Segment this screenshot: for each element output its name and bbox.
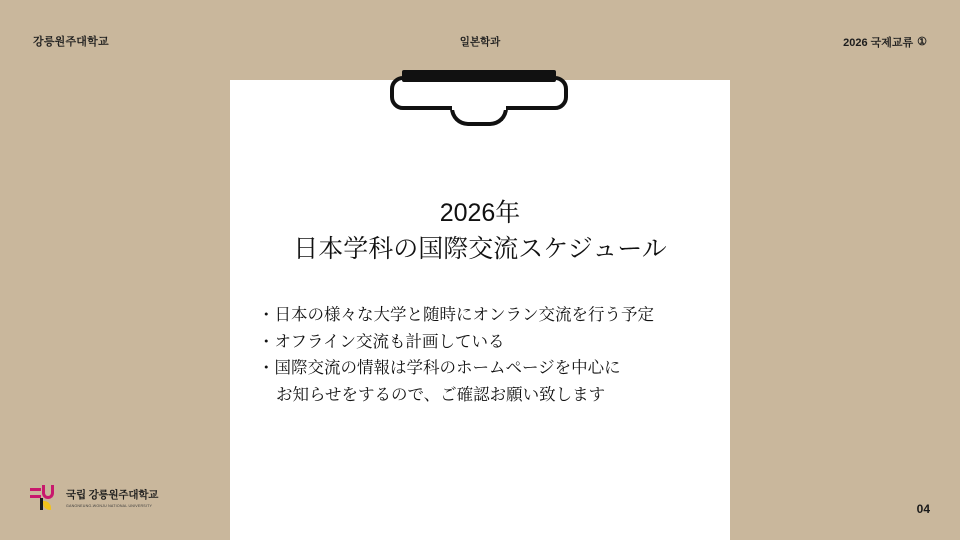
- list-item: ・国際交流の情報は学科のホームページを中心に: [258, 359, 621, 378]
- header-topic: [843, 34, 927, 50]
- logo-leaf: [43, 501, 51, 510]
- clip-tab-mask: [452, 104, 506, 110]
- logo-bar-upper: [30, 488, 41, 491]
- page-number: 04: [916, 502, 930, 516]
- logo-wordmark: [66, 487, 158, 508]
- bullet-list: [258, 302, 728, 409]
- page-title: [230, 196, 730, 267]
- title-line-subject: 日本学科の国際交流スケジュール: [293, 234, 667, 263]
- logo-text-english: GANGNEUNG-WONJU NATIONAL UNIVERSITY: [66, 503, 153, 508]
- logo-text-korean: 국립 강릉원주대학교: [66, 488, 159, 501]
- university-logo: [28, 482, 158, 512]
- logo-u-shape: [42, 485, 54, 499]
- header-university-name: 강릉원주대학교: [33, 36, 109, 48]
- clip-bar: [402, 70, 556, 82]
- clip-tab: [450, 108, 508, 126]
- header-department-name: 일본학과: [459, 36, 501, 48]
- list-item: ・日本の様々な大学と随時にオンラン交流を行う予定: [258, 306, 654, 324]
- circled-number-icon: ①: [917, 35, 927, 48]
- logo-mark-icon: [28, 482, 58, 512]
- clipboard-clip-icon: [390, 68, 570, 118]
- list-item: ・オフライン交流も計画している: [258, 332, 505, 351]
- list-item: お知らせをするので、ご確認お願い致します: [276, 386, 606, 405]
- title-line-year: 2026年: [439, 199, 521, 227]
- header-topic-label: 2026 국제교류: [843, 37, 914, 49]
